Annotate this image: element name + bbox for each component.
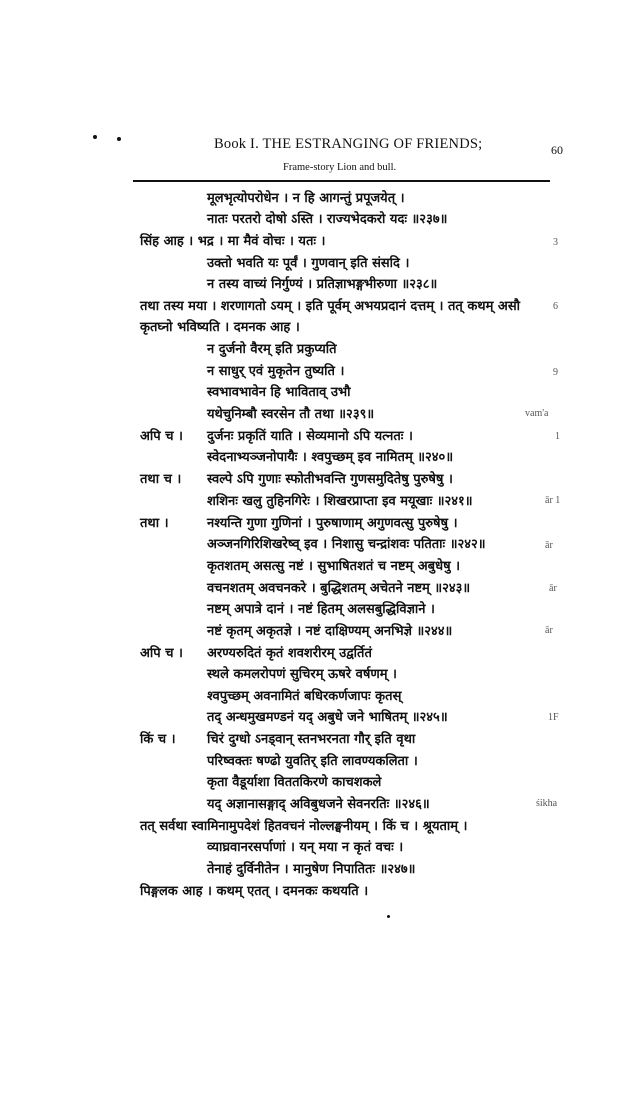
label-api-ca: अपि च । [140, 429, 183, 444]
text-line: चिरं दुग्धो ऽनड्वान् स्तनभरनता गौर् इति वृथा [207, 732, 416, 747]
text-line: वचनशतम् अवचनकरे । बुद्धिशतम् अचेतने नष्टम् ॥२४३॥ [207, 581, 471, 596]
header-rule [133, 180, 550, 182]
text-line: स्थले कमलरोपणं सुचिरम् ऊषरे वर्षणम् । [207, 667, 397, 682]
text-line: नातः परतरो दोषो ऽस्ति । राज्यभेदकरो यदः ॥२३७॥ [207, 212, 448, 227]
margin-note: 9 [553, 367, 558, 378]
running-head-title: Book I. THE ESTRANGING OF FRIENDS; [214, 136, 483, 152]
margin-note: ār [545, 625, 553, 636]
text-line: नष्टम् अपात्रे दानं । नष्टं हितम् अलसबुद्धिविज्ञाने । [207, 602, 435, 617]
text-line: व्याघ्रवानरसर्पाणां । यन् मया न कृतं वचः । [207, 840, 404, 855]
margin-note: ār [549, 583, 557, 594]
margin-note: 6 [553, 301, 558, 312]
text-line: अरण्यरुदितं कृतं शवशरीरम् उद्वर्तितं [207, 646, 372, 661]
margin-note: 1F [548, 712, 559, 723]
text-line: कृतघ्नो भविष्यति । दमनक आह । [140, 320, 300, 335]
text-line: नष्टं कृतम् अकृतज्ञे । नष्टं दाक्षिण्यम् अनभिज्ञे ॥२४४॥ [207, 624, 453, 639]
text-line: परिष्वक्तः षण्ढो युवतिर् इति लावण्यकलिता । [207, 754, 418, 769]
margin-note: ār 1 [545, 495, 561, 506]
text-line: पिङ्गलक आह । कथम् एतत् । दमनकः कथयति । [140, 884, 369, 899]
text-line: कृतशतम् असत्सु नष्टं । सुभाषितशतं च नष्टम् अबुधेषु । [207, 559, 461, 574]
margin-dot [93, 135, 97, 139]
text-line: शशिनः खलु तुहिनगिरेः । शिखरप्राप्ता इव मयूखाः ॥२४१॥ [207, 494, 473, 509]
text-line: न तस्य वाच्यं निर्गुण्यं । प्रतिज्ञाभङ्गभीरुणा ॥२३८॥ [207, 277, 438, 292]
text-line: दुर्जनः प्रकृतिं याति । सेव्यमानो ऽपि यत्नतः । [207, 429, 413, 444]
label-tatha-ca: तथा च । [140, 472, 182, 487]
margin-note: 1 [555, 431, 560, 442]
page-number: 60 [551, 143, 563, 157]
text-line: तत् सर्वथा स्वामिनामुपदेशं हितवचनं नोल्लङ्घनीयम् । किं च । श्रूयताम् । [140, 819, 468, 834]
text-line: उक्तो भवति यः पूर्वं । गुणवान् इति संसदि । [207, 256, 410, 271]
text-line: यथेचुनिम्बौ स्वरसेन तौ तथा ॥२३९॥ [207, 407, 375, 422]
ink-speck [387, 915, 390, 918]
text-line: यद् अज्ञानासङ्गाद् अविबुधजने सेवनरतिः ॥२४६॥ [207, 797, 430, 812]
margin-note: ār [545, 540, 553, 551]
text-line: न दुर्जनो वैरम् इति प्रकुप्यति [207, 342, 337, 357]
label-tatha: तथा । [140, 516, 169, 531]
margin-note: 3 [553, 237, 558, 248]
label-kim-ca: किं च । [140, 732, 176, 747]
margin-note: vam'a [525, 408, 549, 419]
text-line: अञ्जनगिरिशिखरेष्व् इव । निशासु चन्द्रांशवः पतिताः ॥२४२॥ [207, 537, 486, 552]
text-line: तद् अन्धमुखमण्डनं यद् अबुधे जने भाषितम् ॥२४५॥ [207, 710, 448, 725]
text-line: कृता वैडूर्याशा विततकिरणे काचशकले [207, 775, 382, 790]
margin-dot [117, 137, 121, 141]
text-line: स्वेदनाभ्यञ्जनोपायैः । श्वपुच्छम् इव नामितम् ॥२४०॥ [207, 450, 454, 465]
text-line: स्वभावभावेन हि भाविताव् उभौ [207, 385, 351, 400]
text-line: तथा तस्य मया । शरणागतो ऽयम् । इति पूर्वम् अभयप्रदानं दत्तम् । तत् कथम् असौ [140, 299, 520, 314]
text-line: तेनाहं दुर्विनीतेन । मानुषेण निपातितः ॥२४७॥ [207, 862, 416, 877]
text-line: श्वपुच्छम् अवनामितं बधिरकर्णजापः कृतस् [207, 689, 402, 704]
margin-note: śikha [536, 798, 558, 809]
text-line: न साधुर् एवं मुकृतेन तुष्यति । [207, 364, 345, 379]
text-line: सिंह आह । भद्र । मा मैवं वोचः । यतः । [140, 234, 326, 249]
text-line: स्वल्पे ऽपि गुणाः स्फोतीभवन्ति गुणसमुदितेषु पुरुषेषु । [207, 472, 453, 487]
running-head-subtitle: Frame-story Lion and bull. [283, 162, 397, 173]
text-line: नश्यन्ति गुणा गुणिनां । पुरुषाणाम् अगुणवत्सु पुरुषेषु । [207, 516, 458, 531]
text-line: मूलभृत्योपरोधेन । न हि आगन्तुं प्रपूजयेत् । [207, 191, 405, 206]
label-api-ca: अपि च । [140, 646, 183, 661]
